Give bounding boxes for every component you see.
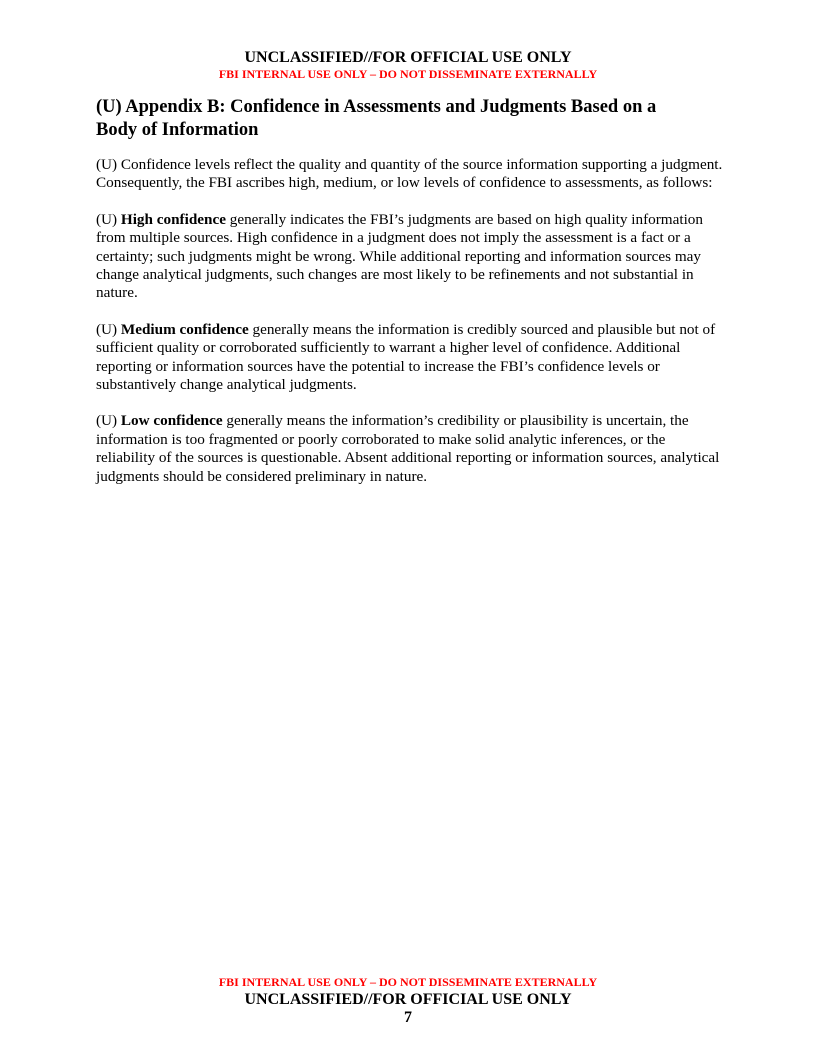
medium-confidence-text: generally means the information is credibly sourced and plausible but not of sufficient quality or corroborated sufficiently to warrant a higher level of confidence. Additional reporting or information sources have the potential to increase the FBI’s confidence levels or substantively change analytical judgments. bbox=[96, 320, 716, 394]
footer-classification-marking: UNCLASSIFIED//FOR OFFICIAL USE ONLY bbox=[244, 991, 572, 1008]
high-confidence-paragraph bbox=[96, 211, 726, 303]
intro-paragraph: (U) Confidence levels reflect the quality and quantity of the source information supporting a judgment. Consequently, the FBI ascribes high, medium, or low levels of confidence to assessments, as follows: bbox=[96, 156, 723, 192]
page-header bbox=[0, 49, 816, 81]
page-number: 7 bbox=[404, 1009, 412, 1026]
low-confidence-term: Low confidence bbox=[120, 412, 223, 430]
low-confidence-text: generally means the information’s credibility or plausibility is uncertain, the information is too fragmented or poorly corroborated to make solid analytic inferences, or the reliability of the sources is questionable. Absent additional reporting or information sources, analytical judgments should be considered preliminary in nature. bbox=[96, 412, 720, 485]
appendix-title: (U) Appendix B: Confidence in Assessments and Judgments Based on a Body of Information bbox=[96, 97, 657, 140]
footer-handling-caveat: FBI INTERNAL USE ONLY – DO NOT DISSEMINATE EXTERNALLY bbox=[218, 975, 598, 989]
page-footer bbox=[0, 975, 816, 1027]
high-confidence-term: High confidence bbox=[120, 210, 226, 228]
paragraph-portion-marking: (U) bbox=[96, 210, 121, 228]
paragraph-portion-marking: (U) bbox=[96, 412, 121, 430]
paragraph-portion-marking: (U) bbox=[96, 320, 121, 338]
high-confidence-text: generally indicates the FBI’s judgments are based on high quality information from multiple sources. High confidence in a judgment does not imply the assessment is a fact or a certainty; such judgments might be wrong. While additional reporting and information sources may change analytical judgments, such changes are most likely to be refinements and not substantial in nature. bbox=[96, 210, 703, 302]
header-classification-marking: UNCLASSIFIED//FOR OFFICIAL USE ONLY bbox=[244, 49, 572, 66]
document-body bbox=[96, 96, 726, 504]
medium-confidence-paragraph bbox=[96, 321, 726, 395]
header-handling-caveat: FBI INTERNAL USE ONLY – DO NOT DISSEMINATE EXTERNALLY bbox=[218, 67, 598, 81]
medium-confidence-term: Medium confidence bbox=[120, 320, 249, 338]
low-confidence-paragraph bbox=[96, 412, 726, 486]
